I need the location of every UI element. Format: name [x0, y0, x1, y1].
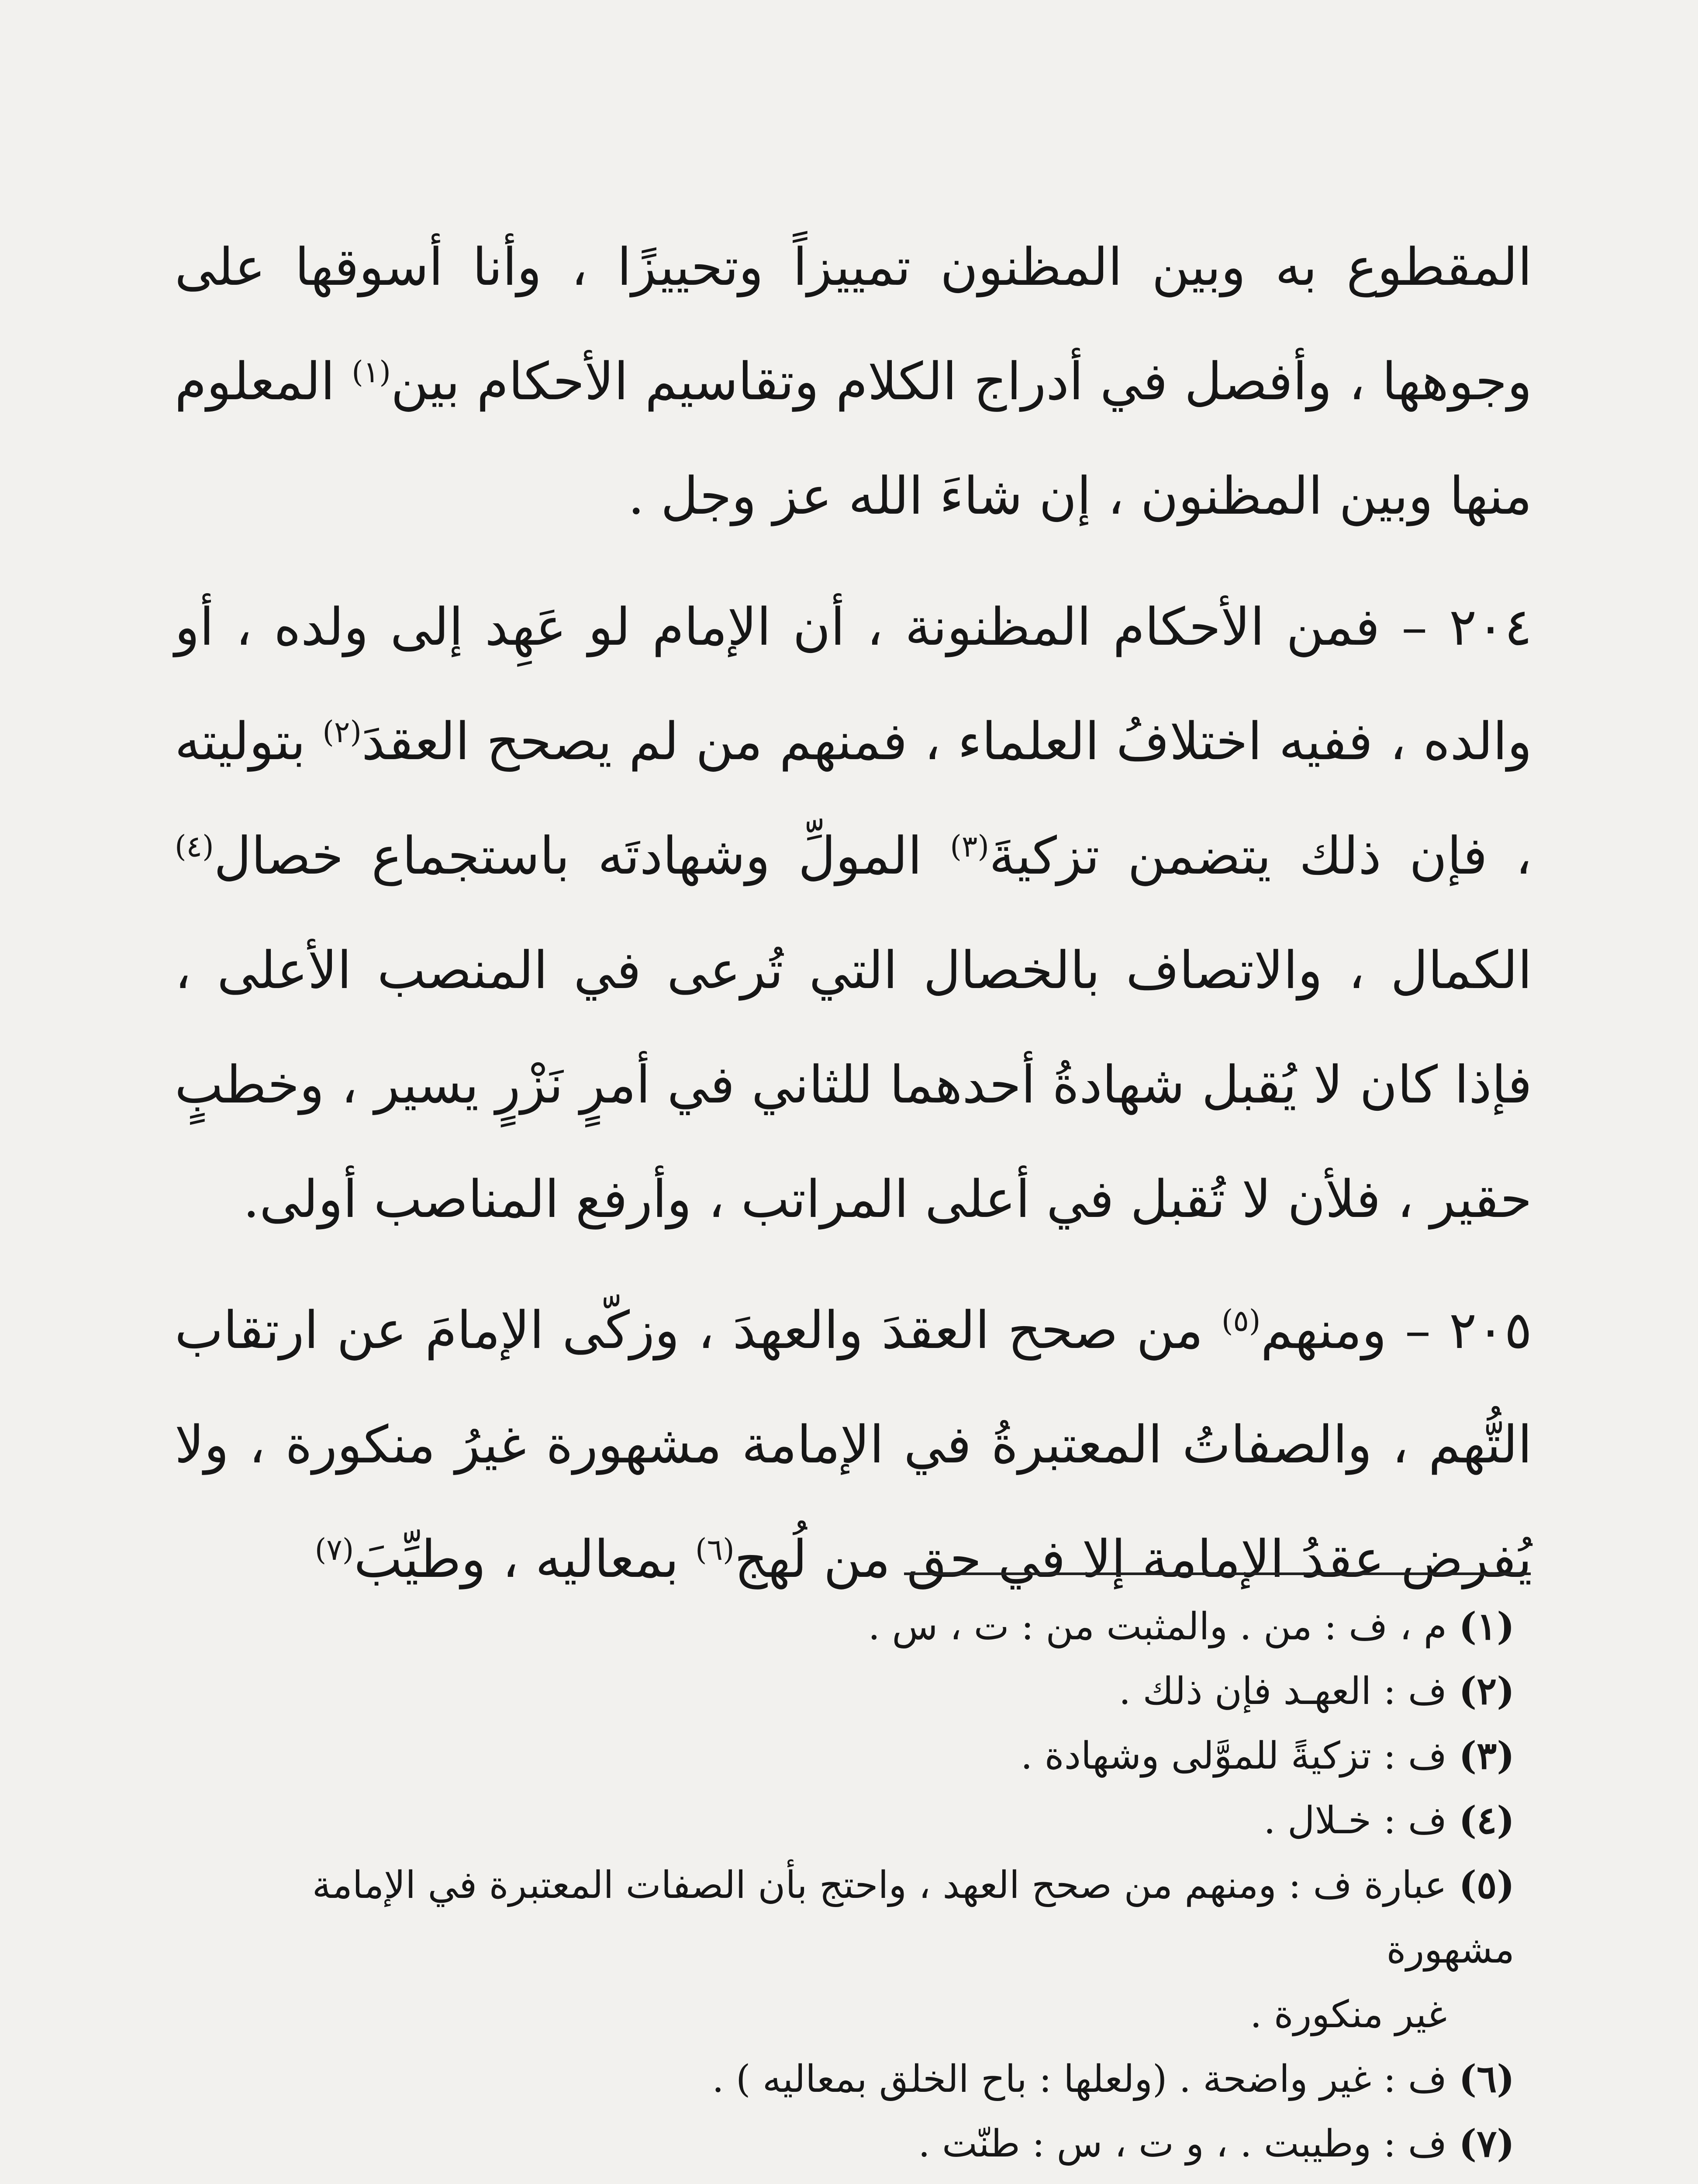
- footnote-ref-7: (٧): [314, 1533, 354, 1567]
- footnote-number: (٧): [1459, 2122, 1515, 2166]
- paragraph-text: من صحح العقدَ والعهدَ ، وزكّى الإمامَ عن ارتقاب التُّهم ، والصفاتُ المعتبرةُ في الإمامة مشهورة غيرُ منكورة ، ولا يُفرض عقدُ الإمامة إلا في حق من لُهج: [175, 1300, 1532, 1589]
- footnote-number: (٢): [1459, 1669, 1515, 1713]
- footnote-5-continued: [183, 1982, 1515, 2047]
- footnote-number: (٣): [1459, 1734, 1515, 1778]
- paragraph-number: ٢٠٤ –: [1401, 597, 1532, 657]
- footnote-text: ف : وطيبت . ، و ت ، س : طنّت .: [918, 2122, 1447, 2166]
- footnote-number: (٤): [1459, 1798, 1515, 1842]
- footnotes: [183, 1594, 1515, 2176]
- footnote-ref-6: (٦): [695, 1533, 735, 1567]
- footnote-text: ف : العهـد فإن ذلك .: [1118, 1669, 1447, 1713]
- paragraph-text: الكمال ، والاتصاف بالخصال التي تُرعى في المنصب الأعلى ، فإذا كان لا يُقبل شهادةُ أحدهما للثاني في أمرٍ نَزْرٍ يسير ، وخطبٍ حقير ، فلأن لا تُقبل في أعلى المراتب ، وأرفع المناصب أولى.: [175, 940, 1532, 1229]
- paragraph-continued: [175, 210, 1532, 553]
- paragraph-text: فمن الأحكام المظنونة ، أن الإمام لو عَهِد إلى ولده ، أو والده ، ففيه اختلافُ العلماء ، فمنهم من لم يصحح العقدَ: [175, 597, 1532, 771]
- footnote-text: ف : غير واضحة . (ولعلها : باح الخلق بمعاليه ) .: [712, 2057, 1447, 2101]
- footnote-ref-2: (٢): [322, 715, 362, 750]
- footnote-7: [183, 2111, 1515, 2176]
- footnote-text: م ، ف : من . والمثبت من : ت ، س .: [868, 1605, 1447, 1648]
- footnote-ref-3: (٣): [950, 829, 989, 864]
- footnote-divider: [904, 1572, 1531, 1575]
- footnote-number: (٦): [1459, 2057, 1515, 2101]
- footnote-text: ف : تزكيةً للموَّلى وشهادة .: [1020, 1734, 1447, 1778]
- paragraph-205: [175, 1273, 1532, 1616]
- footnote-2: [183, 1659, 1515, 1724]
- footnote-number: (١): [1459, 1604, 1515, 1648]
- paragraph-text: بمعاليه ، وطيِّبَ: [354, 1529, 679, 1589]
- paragraph-204: [175, 570, 1532, 1256]
- paragraph-text: بتوليته ، فإن ذلك يتضمن تزكيةَ: [175, 711, 1532, 886]
- footnote-1: [183, 1594, 1515, 1659]
- footnote-5: [183, 1853, 1515, 1982]
- footnote-ref-5: (٥): [1221, 1304, 1261, 1338]
- footnote-ref-1: (١): [352, 355, 391, 390]
- footnote-6: [183, 2047, 1515, 2111]
- footnote-text: ف : خـلال .: [1263, 1799, 1447, 1842]
- paragraph-text: المولِّ وشهادتَه باستجماع خصال: [214, 826, 922, 886]
- footnote-4: [183, 1788, 1515, 1853]
- paragraph-text: المقطوع به وبين المظنون تمييزاً وتحييزًا ، وأنا أسوقها على وجوهها ، وأفصل في أدراج الكلام وتقاسيم الأحكام بين: [175, 237, 1532, 411]
- footnote-3: [183, 1724, 1515, 1788]
- paragraph-text: المعلوم منها وبين المظنون ، إن شاءَ الله عز وجل .: [175, 351, 1532, 526]
- footnote-number: (٥): [1459, 1863, 1515, 1907]
- footnote-ref-4: (٤): [175, 829, 214, 864]
- paragraph-text: ومنهم: [1260, 1300, 1387, 1360]
- footnote-text: عبارة ف : ومنهم من صحح العهد ، واحتج بأن الصفات المعتبرة في الإمامة مشهورة: [312, 1863, 1515, 1972]
- footnote-text: غير منكورة .: [1250, 1993, 1447, 2036]
- main-text: [175, 210, 1532, 1633]
- paragraph-number: ٢٠٥ –: [1405, 1300, 1532, 1360]
